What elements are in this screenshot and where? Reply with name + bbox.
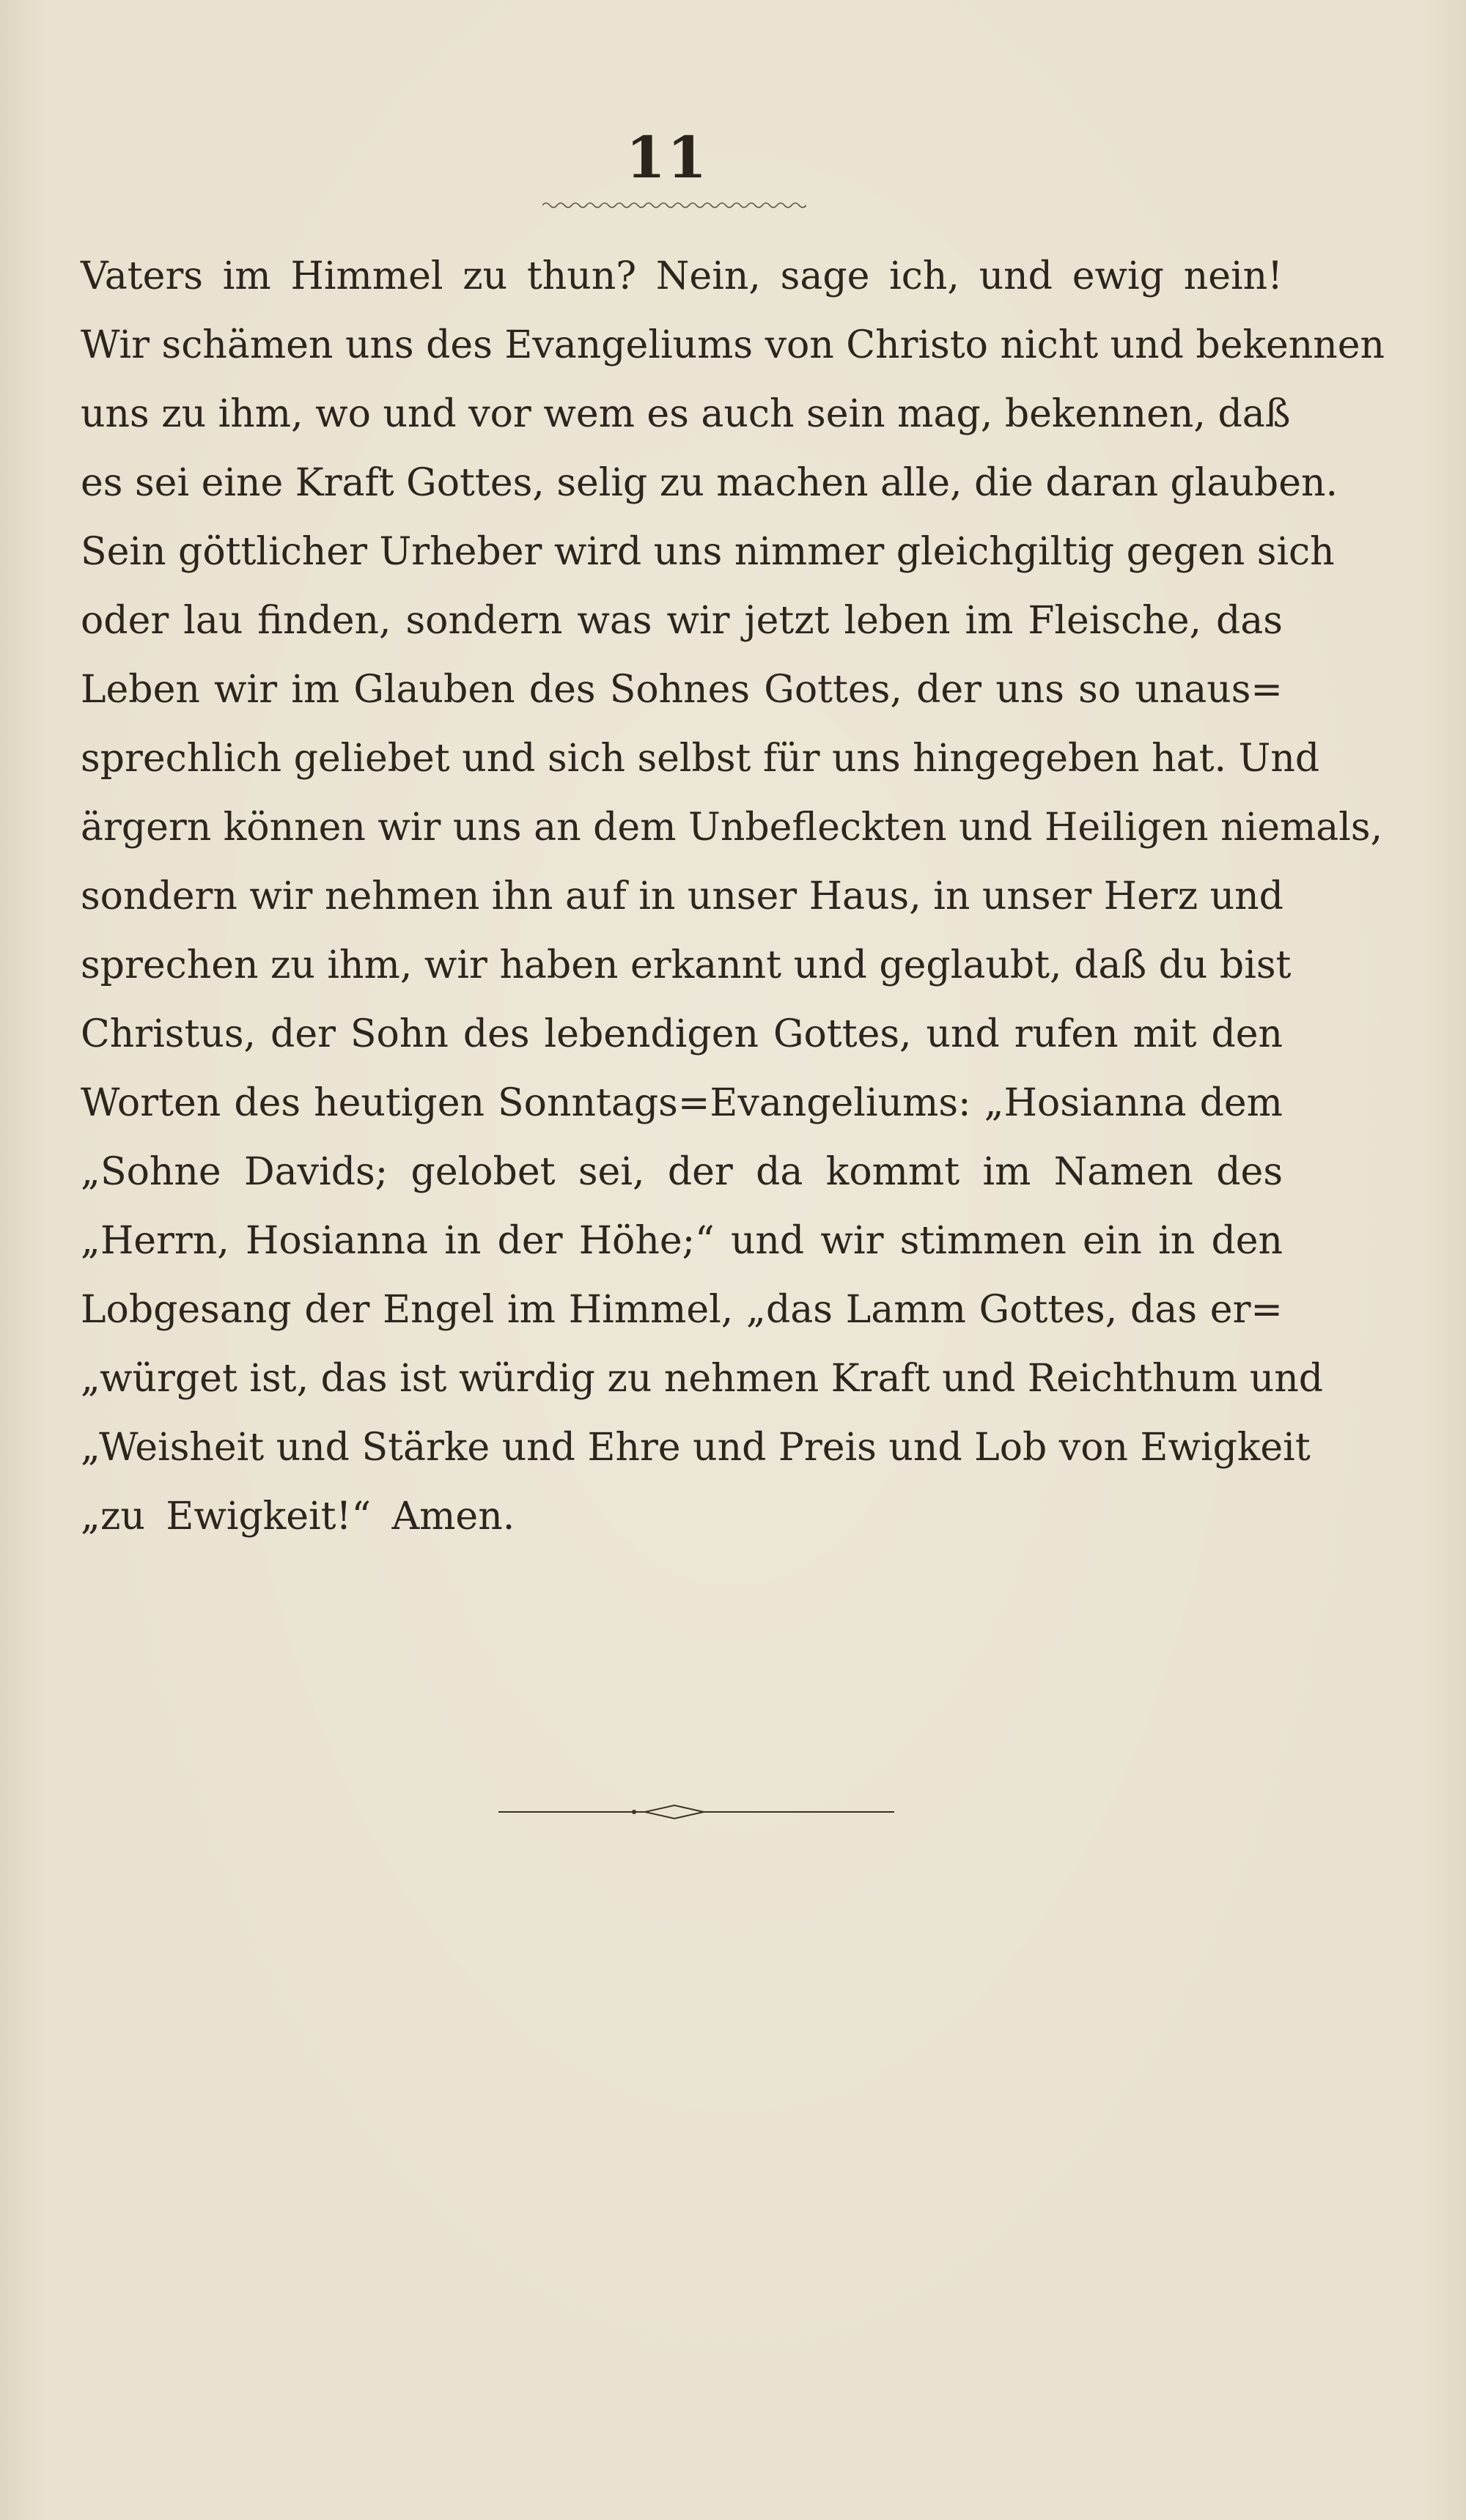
text-line: Wir schämen uns des Evangeliums von Christo nicht und bekennen (81, 323, 1385, 367)
text-line: „würget ist, das ist würdig zu nehmen Kraft und Reichthum und (81, 1357, 1324, 1401)
text-line: „Weisheit und Stärke und Ehre und Preis und Lob von Ewigkeit (81, 1426, 1311, 1470)
text-line: es sei eine Kraft Gottes, selig zu machen alle, die daran glauben. (81, 461, 1338, 505)
text-line: Leben wir im Glauben des Sohnes Gottes, der uns so unaus= (81, 668, 1283, 712)
text-line: Sein göttlicher Urheber wird uns nimmer gleichgiltig gegen sich (81, 530, 1335, 574)
text-line: „zu Ewigkeit!“ Amen. (81, 1495, 515, 1539)
body-text (81, 242, 1385, 1551)
text-line: Christus, der Sohn des lebendigen Gottes, und rufen mit den (81, 1012, 1283, 1056)
text-line: oder lau finden, sondern was wir jetzt leben im Fleische, das (81, 599, 1283, 643)
text-line: „Sohne Davids; gelobet sei, der da kommt im Namen des (81, 1150, 1283, 1194)
text-line: uns zu ihm, wo und vor wem es auch sein mag, bekennen, daß (81, 392, 1291, 436)
text-line: Lobgesang der Engel im Himmel, „das Lamm Gottes, das er= (81, 1288, 1283, 1332)
text-line: Worten des heutigen Sonntags=Evangeliums: „Hosianna dem (81, 1081, 1283, 1125)
end-ornament-rule (498, 1799, 894, 1824)
wavy-rule-ornament (542, 198, 806, 213)
text-line: sprechen zu ihm, wir haben erkannt und geglaubt, daß du bist (81, 943, 1292, 987)
text-line: sprechlich geliebet und sich selbst für uns hingegeben hat. Und (81, 737, 1320, 781)
text-line: „Herrn, Hosianna in der Höhe;“ und wir stimmen ein in den (81, 1219, 1283, 1263)
text-line: sondern wir nehmen ihn auf in unser Haus, in unser Herz und (81, 874, 1283, 918)
text-line: ärgern können wir uns an dem Unbefleckten und Heiligen niemals, (81, 806, 1383, 850)
text-line: Vaters im Himmel zu thun? Nein, sage ich, und ewig nein! (81, 254, 1283, 298)
page-number: 11 (625, 125, 709, 191)
